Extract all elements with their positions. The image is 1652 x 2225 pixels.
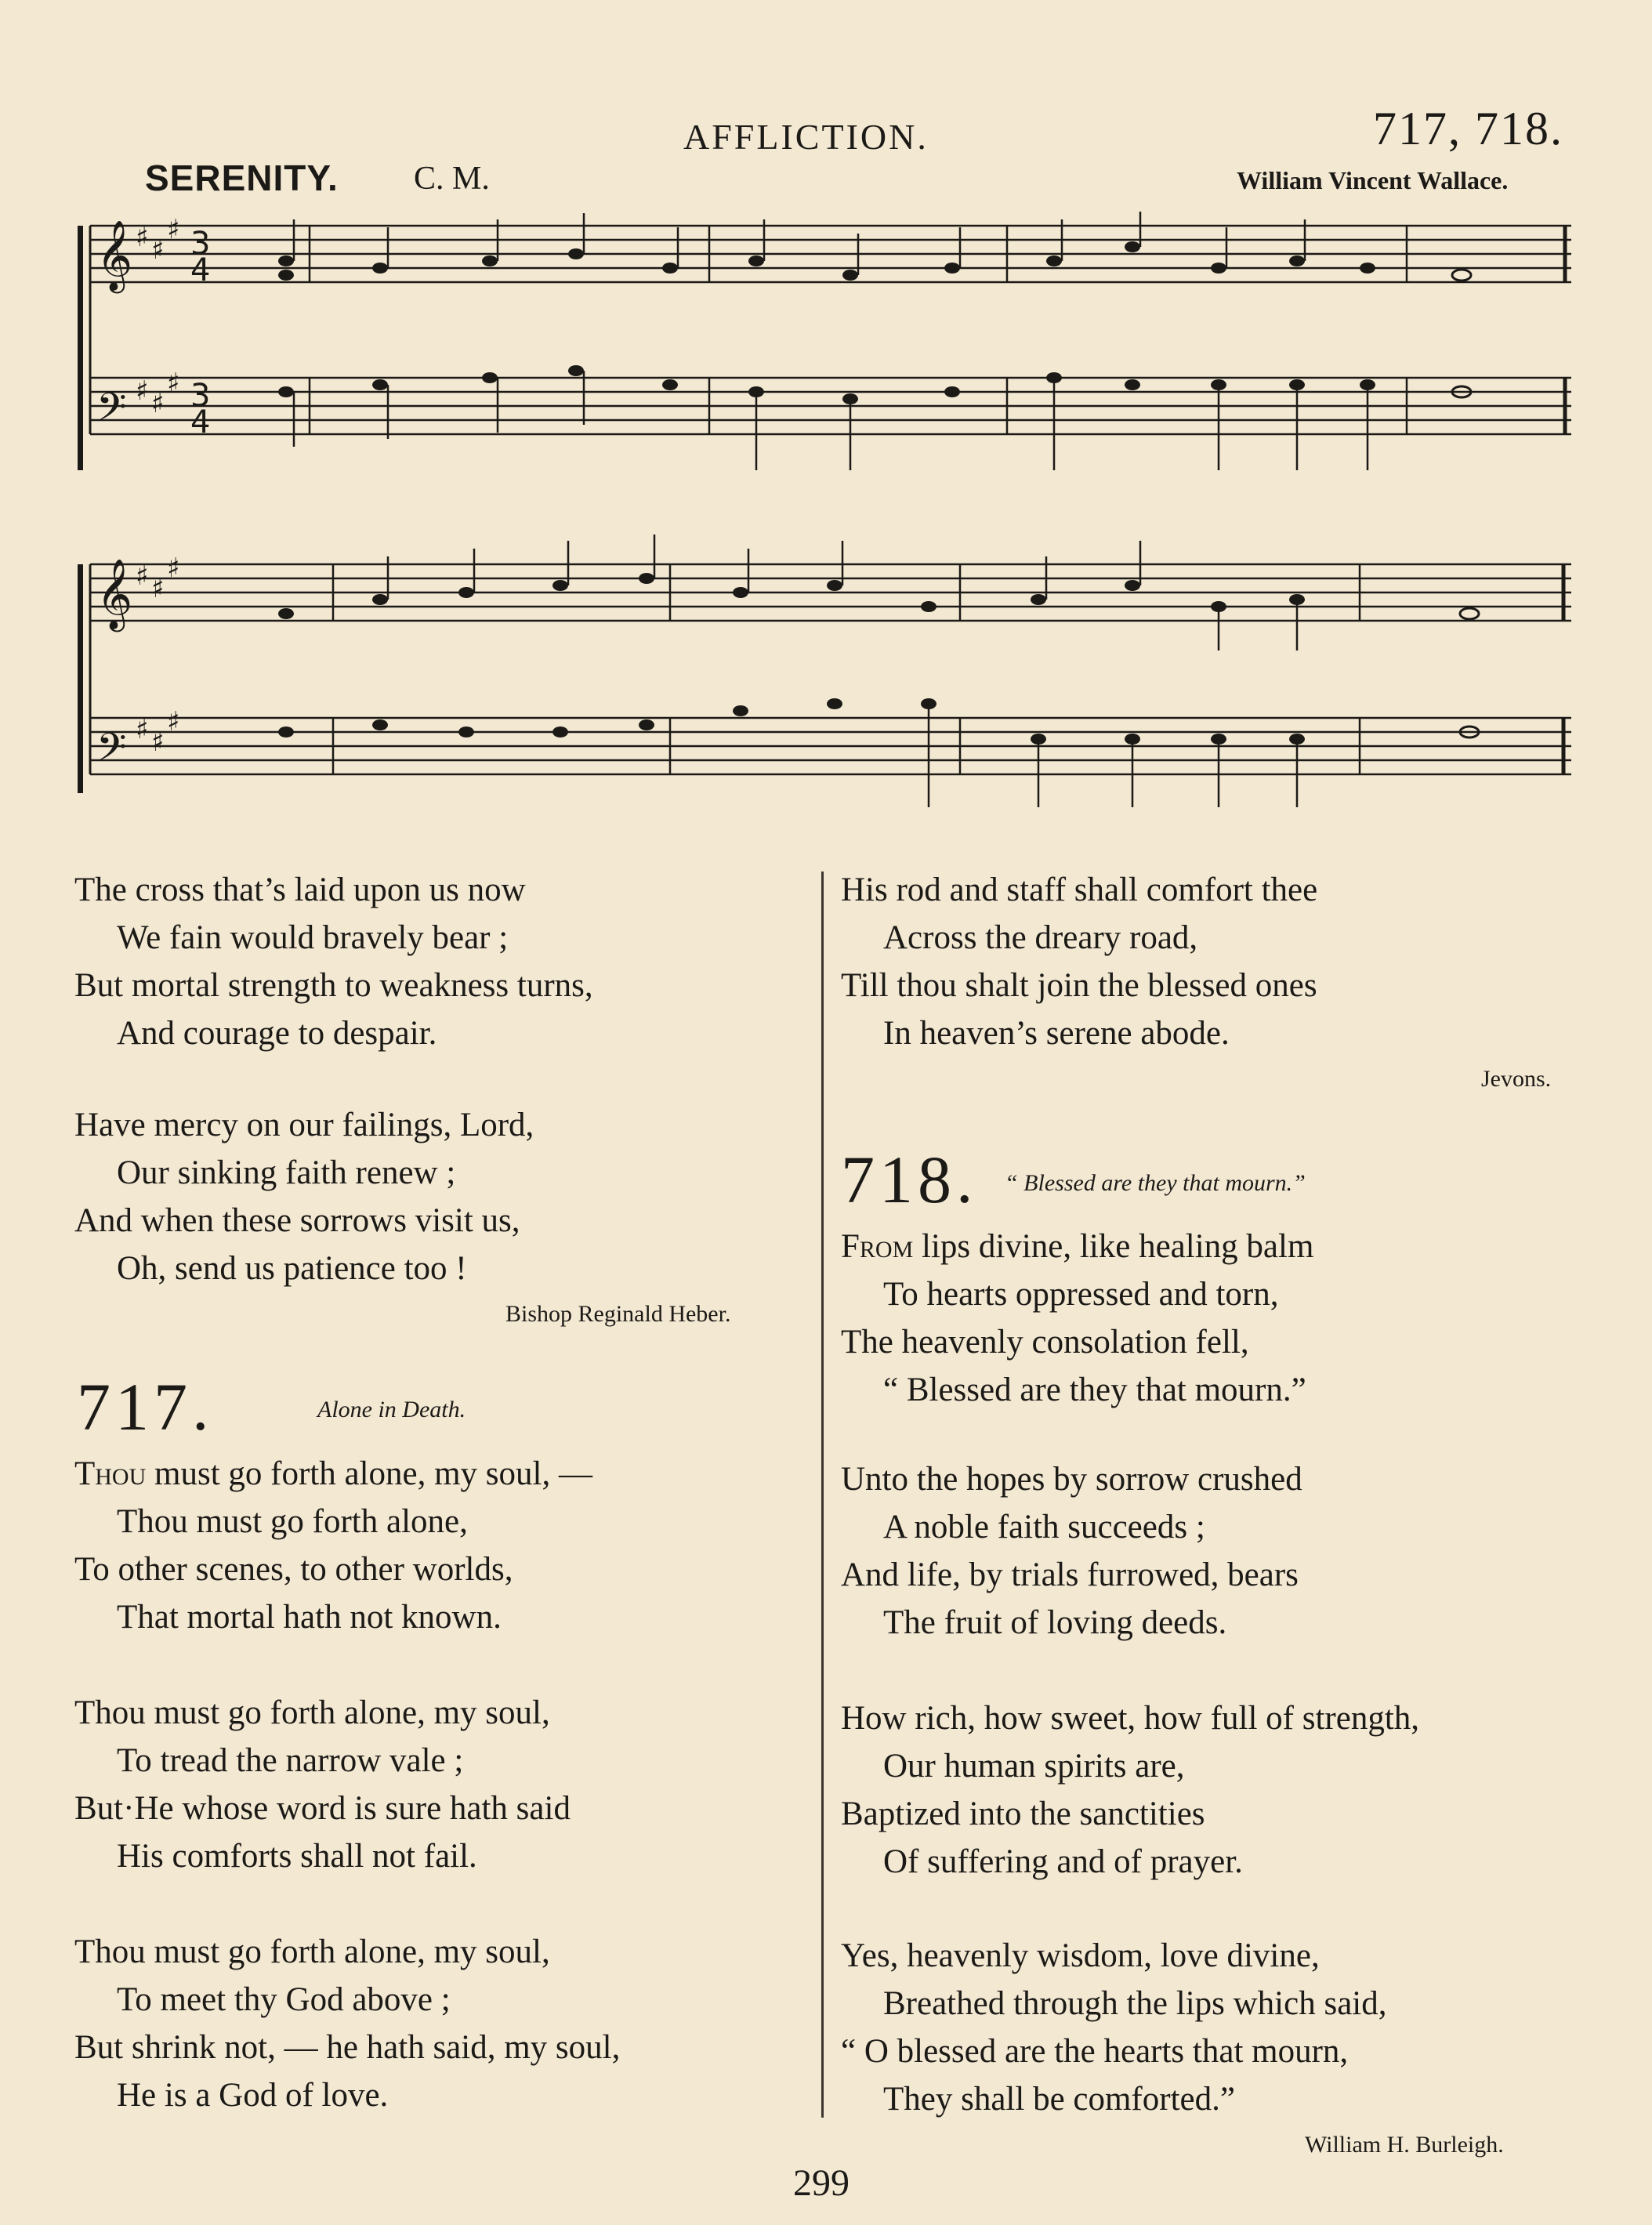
hymn-717-number: 717. bbox=[77, 1369, 214, 1444]
bass-clef-icon: 𝄢 bbox=[96, 725, 127, 780]
verse-line: Till thou shalt join the blessed ones bbox=[841, 967, 1317, 1004]
verse-line: That mortal hath not known. bbox=[117, 1599, 502, 1636]
prev-hymn-verse-2 bbox=[74, 1101, 534, 1292]
tune-name: SERENITY. bbox=[145, 158, 339, 198]
music-score bbox=[74, 212, 1579, 807]
staff-lines bbox=[90, 226, 1571, 774]
verse-line: “ O blessed are the hearts that mourn, bbox=[841, 2033, 1349, 2070]
verse-line: He is a God of love. bbox=[117, 2077, 389, 2114]
system-brace bbox=[78, 226, 83, 470]
verse-line: To hearts oppressed and torn, bbox=[883, 1276, 1279, 1313]
verse-line: Unto the hopes by sorrow crushed bbox=[841, 1461, 1302, 1498]
hymn-717-verse-2 bbox=[74, 1689, 571, 1880]
page-number: 299 bbox=[793, 2162, 850, 2204]
hymn-717-verse-3 bbox=[74, 1928, 620, 2119]
svg-text:♯: ♯ bbox=[151, 573, 165, 604]
verse-line: Of suffering and of prayer. bbox=[883, 1843, 1243, 1880]
verse-line: We fain would bravely bear ; bbox=[117, 919, 509, 956]
svg-text:♯: ♯ bbox=[167, 706, 180, 737]
section-title: AFFLICTION. bbox=[683, 117, 929, 157]
svg-text:♯: ♯ bbox=[151, 727, 165, 758]
verse-line: But shrink not, — he hath said, my soul, bbox=[74, 2029, 621, 2066]
system-brace bbox=[78, 564, 83, 793]
verse-line: And life, by trials furrowed, bears bbox=[841, 1556, 1299, 1593]
verse-line: The heavenly consolation fell, bbox=[841, 1324, 1249, 1361]
verse-line: Baptized into the sanctities bbox=[841, 1796, 1205, 1832]
verse-line: Have mercy on our failings, Lord, bbox=[74, 1107, 534, 1143]
verse-line: Breathed through the lips which said, bbox=[883, 1985, 1387, 2022]
svg-text:♯: ♯ bbox=[136, 560, 149, 592]
verse-line: Oh, send us patience too ! bbox=[117, 1250, 467, 1287]
verse-line: But·He whose word is sure hath said bbox=[74, 1790, 571, 1827]
verse-line: Our sinking faith renew ; bbox=[117, 1154, 456, 1191]
svg-text:♯: ♯ bbox=[167, 214, 180, 245]
bass-clef-icon: 𝄢 bbox=[96, 385, 127, 440]
svg-text:♯: ♯ bbox=[167, 553, 180, 584]
verse-line: To other scenes, to other worlds, bbox=[74, 1551, 513, 1588]
verse-line: Yes, heavenly wisdom, love divine, bbox=[841, 1937, 1320, 1974]
svg-text:4: 4 bbox=[190, 404, 211, 440]
svg-text:♯: ♯ bbox=[136, 714, 149, 745]
svg-text:♯: ♯ bbox=[167, 368, 180, 399]
hymn-717-subtitle: Alone in Death. bbox=[317, 1397, 466, 1422]
treble-clef-icon: 𝄞 bbox=[96, 559, 133, 629]
verse-line: Thou must go forth alone, bbox=[117, 1503, 468, 1540]
prev-hymn-attribution: Bishop Reginald Heber. bbox=[505, 1301, 731, 1327]
verse-line: How rich, how sweet, how full of strength, bbox=[841, 1700, 1420, 1737]
hymn-718-first-word: From bbox=[841, 1228, 914, 1265]
hymn-718-verse-2 bbox=[841, 1455, 1302, 1647]
hymn-718-number: 718. bbox=[841, 1142, 978, 1217]
svg-text:♯: ♯ bbox=[151, 234, 165, 266]
svg-text:♯: ♯ bbox=[136, 375, 149, 407]
verse-line: To tread the narrow vale ; bbox=[117, 1742, 464, 1779]
hymn-718-verse-3 bbox=[841, 1694, 1419, 1886]
hymn-numbers: 717, 718. bbox=[1373, 103, 1563, 154]
tune-meter: C. M. bbox=[414, 161, 490, 197]
hymn-718-attribution: William H. Burleigh. bbox=[1305, 2132, 1504, 2158]
verse-line: And when these sorrows visit us, bbox=[74, 1202, 520, 1239]
verse-line: lips divine, like healing balm bbox=[913, 1228, 1314, 1265]
verse-line: In heaven’s serene abode. bbox=[883, 1015, 1230, 1052]
verse-line: “ Blessed are they that mourn.” bbox=[883, 1372, 1306, 1408]
verse-line: But mortal strength to weakness turns, bbox=[74, 967, 593, 1004]
verse-line: His rod and staff shall comfort thee bbox=[841, 872, 1318, 908]
tune-composer: William Vincent Wallace. bbox=[1237, 166, 1509, 194]
hymn-718-subtitle: “ Blessed are they that mourn.” bbox=[1005, 1170, 1306, 1196]
hymn-717-first-word: Thou bbox=[74, 1455, 147, 1492]
svg-text:♯: ♯ bbox=[151, 388, 165, 419]
verse-line: A noble faith succeeds ; bbox=[883, 1509, 1205, 1546]
hymn-718-verse-1 bbox=[841, 1223, 1313, 1414]
svg-text:♯: ♯ bbox=[136, 222, 149, 253]
column-divider bbox=[821, 872, 824, 2118]
hymn-718-verse-4 bbox=[841, 1932, 1386, 2123]
prev-hymn-attribution: Jevons. bbox=[1481, 1066, 1552, 1092]
verse-line: His comforts shall not fail. bbox=[117, 1838, 477, 1875]
svg-text:3: 3 bbox=[190, 378, 211, 414]
verse-line: must go forth alone, my soul, — bbox=[146, 1455, 592, 1492]
verse-line: Thou must go forth alone, my soul, bbox=[74, 1694, 550, 1731]
prev-hymn-verse-continuation bbox=[841, 866, 1317, 1057]
treble-clef-icon: 𝄞 bbox=[96, 220, 133, 291]
noteheads bbox=[278, 241, 1479, 745]
verse-line: The fruit of loving deeds. bbox=[883, 1604, 1227, 1641]
verse-line: Across the dreary road, bbox=[883, 919, 1198, 956]
svg-text:3: 3 bbox=[190, 226, 211, 262]
verse-line: The cross that’s laid upon us now bbox=[74, 872, 526, 908]
svg-text:4: 4 bbox=[190, 252, 211, 288]
verse-line: Thou must go forth alone, my soul, bbox=[74, 1933, 550, 1970]
hymn-717-verse-1 bbox=[74, 1450, 592, 1641]
prev-hymn-verse-1 bbox=[74, 866, 593, 1057]
verse-line: They shall be comforted.” bbox=[883, 2081, 1235, 2118]
verse-line: And courage to despair. bbox=[117, 1015, 437, 1052]
verse-line: To meet thy God above ; bbox=[117, 1981, 451, 2018]
verse-line: Our human spirits are, bbox=[883, 1748, 1185, 1785]
